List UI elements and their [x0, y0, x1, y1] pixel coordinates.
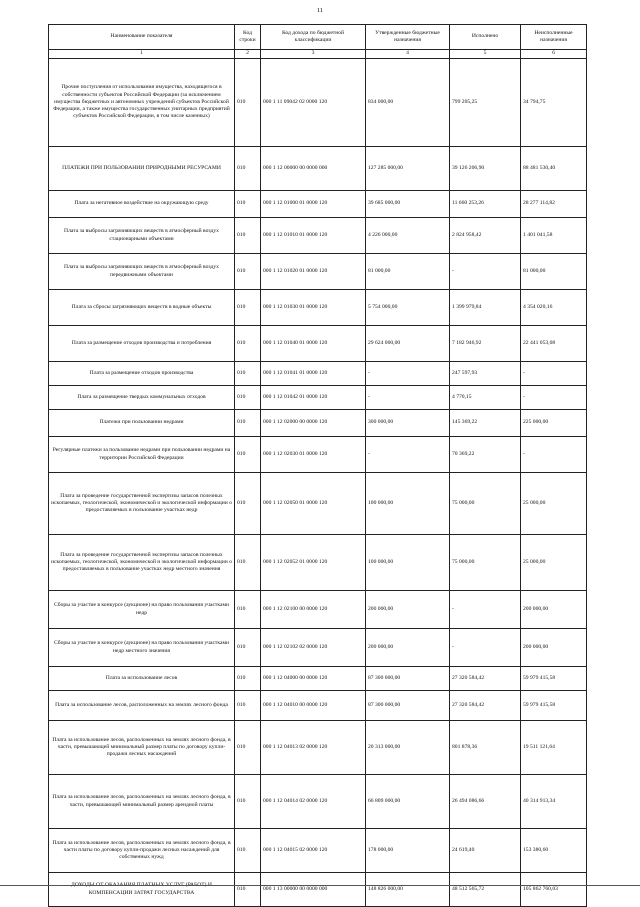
unexecuted-cell: 88 481 530,40 [521, 147, 587, 191]
column-number: 5 [450, 50, 521, 59]
unexecuted-cell: 81 000,00 [521, 254, 587, 290]
executed-cell: 26 494 086,66 [450, 775, 521, 829]
approved-cell: 100 000,00 [366, 473, 450, 535]
column-number: 2 [235, 50, 261, 59]
table-row [49, 147, 587, 191]
header-row [49, 25, 587, 50]
page-bottom-rule [0, 885, 640, 886]
approved-cell: - [366, 437, 450, 473]
income-code-cell: 000 1 12 04014 02 0000 120 [261, 775, 366, 829]
executed-cell: 11 660 253,26 [450, 191, 521, 218]
table-row [49, 721, 587, 775]
indicator-name-cell: Сборы за участие в конкурсе (аукционе) на право пользования участками недр местного значения [49, 629, 235, 667]
line-code-cell: 010 [235, 629, 261, 667]
line-code-cell: 010 [235, 386, 261, 410]
unexecuted-cell: 225 000,00 [521, 410, 587, 437]
unexecuted-cell: 34 794,75 [521, 59, 587, 147]
income-code-cell: 000 1 12 01000 01 0000 120 [261, 191, 366, 218]
income-code-cell: 000 1 12 01041 01 0000 120 [261, 362, 366, 386]
table-row [49, 629, 587, 667]
executed-cell: 247 597,93 [450, 362, 521, 386]
unexecuted-cell: 28 277 114,82 [521, 191, 587, 218]
indicator-name-cell: Плата за сбросы загрязняющих веществ в водные объекты [49, 290, 235, 326]
approved-cell: 87 300 000,00 [366, 667, 450, 691]
unexecuted-cell: - [521, 362, 587, 386]
executed-cell: 75 000,00 [450, 473, 521, 535]
indicator-name-cell: Плата за размещение отходов производства [49, 362, 235, 386]
table-row [49, 254, 587, 290]
indicator-name-cell: ПЛАТЕЖИ ПРИ ПОЛЬЗОВАНИИ ПРИРОДНЫМИ РЕСУРСАМИ [49, 147, 235, 191]
approved-cell: 29 624 000,00 [366, 326, 450, 362]
approved-cell: 178 000,00 [366, 829, 450, 873]
page-number: 11 [316, 7, 324, 14]
income-code-cell: 000 1 12 01030 01 0000 120 [261, 290, 366, 326]
table-row [49, 410, 587, 437]
table-row [49, 535, 587, 591]
indicator-name-cell: Плата за использование лесов, расположенных на землях лесного фонда, в части платы по договору купли-продажи лесных насаждений для собственных нужд [49, 829, 235, 873]
executed-cell: - [450, 591, 521, 629]
line-code-cell: 010 [235, 437, 261, 473]
approved-cell: 300 000,00 [366, 410, 450, 437]
line-code-cell: 010 [235, 362, 261, 386]
indicator-name-cell: ДОХОДЫ ОТ ОКАЗАНИЯ ПЛАТНЫХ УСЛУГ (РАБОТ) И КОМПЕНСАЦИИ ЗАТРАТ ГОСУДАРСТВА [49, 873, 235, 907]
table-row [49, 873, 587, 907]
executed-cell: 24 619,40 [450, 829, 521, 873]
indicator-name-cell: Сборы за участие в конкурсе (аукционе) на право пользования участками недр [49, 591, 235, 629]
income-code-cell: 000 1 12 04010 00 0000 120 [261, 691, 366, 721]
income-code-cell: 000 1 12 04013 02 0000 120 [261, 721, 366, 775]
table-row [49, 591, 587, 629]
column-number: 1 [49, 50, 235, 59]
line-code-cell: 010 [235, 535, 261, 591]
table-row [49, 386, 587, 410]
approved-cell: 5 754 000,00 [366, 290, 450, 326]
executed-cell: - [450, 254, 521, 290]
line-code-cell: 010 [235, 290, 261, 326]
income-code-cell: 000 1 12 02102 02 0000 120 [261, 629, 366, 667]
indicator-name-cell: Плата за выбросы загрязняющих веществ в атмосферный воздух передвижными объектами [49, 254, 235, 290]
income-code-cell: 000 1 12 00000 00 0000 000 [261, 147, 366, 191]
approved-cell: 127 285 000,00 [366, 147, 450, 191]
column-number: 3 [261, 50, 366, 59]
unexecuted-cell: - [521, 386, 587, 410]
line-code-cell: 010 [235, 591, 261, 629]
indicator-name-cell: Плата за размещение отходов производства и потребления [49, 326, 235, 362]
executed-cell: 39 126 206,90 [450, 147, 521, 191]
executed-cell: 75 000,00 [450, 535, 521, 591]
line-code-cell: 010 [235, 59, 261, 147]
unexecuted-cell: 200 000,00 [521, 591, 587, 629]
unexecuted-cell: 153 380,60 [521, 829, 587, 873]
approved-cell: - [366, 362, 450, 386]
header-line-code: Код строки [235, 25, 261, 50]
unexecuted-cell: 59 979 415,58 [521, 691, 587, 721]
approved-cell: 148 826 000,00 [366, 873, 450, 907]
approved-cell: 100 000,00 [366, 535, 450, 591]
indicator-name-cell: Плата за выбросы загрязняющих веществ в атмосферный воздух стационарными объектами [49, 218, 235, 254]
income-code-cell: 000 1 12 01010 01 0000 120 [261, 218, 366, 254]
indicator-name-cell: Плата за размещение твердых коммунальных отходов [49, 386, 235, 410]
income-code-cell: 000 1 12 02052 01 0000 120 [261, 535, 366, 591]
line-code-cell: 010 [235, 254, 261, 290]
approved-cell: 200 000,00 [366, 591, 450, 629]
unexecuted-cell: - [521, 437, 587, 473]
income-code-cell: 000 1 12 01040 01 0000 120 [261, 326, 366, 362]
executed-cell: 801 878,36 [450, 721, 521, 775]
income-code-cell: 000 1 12 02050 01 0000 120 [261, 473, 366, 535]
income-code-cell: 000 1 12 04015 02 0000 120 [261, 829, 366, 873]
indicator-name-cell: Плата за использование лесов, расположенных на землях лесного фонда, в части, превышающей минимальный размер платы по договору купли-продажи лесных насаждений [49, 721, 235, 775]
unexecuted-cell: 22 441 053,08 [521, 326, 587, 362]
header-income-code: Код дохода по бюджетной классификации [261, 25, 366, 50]
line-code-cell: 010 [235, 191, 261, 218]
income-code-cell: 000 1 12 02030 01 0000 120 [261, 437, 366, 473]
executed-cell: 4 770,15 [450, 386, 521, 410]
executed-cell: 2 824 958,42 [450, 218, 521, 254]
unexecuted-cell: 1 401 041,58 [521, 218, 587, 254]
unexecuted-cell: 25 000,00 [521, 535, 587, 591]
line-code-cell: 010 [235, 147, 261, 191]
executed-cell: 145 369,22 [450, 410, 521, 437]
column-number-row [49, 50, 587, 59]
line-code-cell: 010 [235, 873, 261, 907]
executed-cell: 48 512 565,72 [450, 873, 521, 907]
table-row [49, 829, 587, 873]
header-executed: Исполнено [450, 25, 521, 50]
income-code-cell: 000 1 11 09042 02 0000 120 [261, 59, 366, 147]
column-number: 4 [366, 50, 450, 59]
table-row [49, 667, 587, 691]
unexecuted-cell: 4 354 020,16 [521, 290, 587, 326]
table-row [49, 473, 587, 535]
table-row [49, 437, 587, 473]
indicator-name-cell: Платежи при пользовании недрами [49, 410, 235, 437]
line-code-cell: 010 [235, 829, 261, 873]
approved-cell: 87 300 000,00 [366, 691, 450, 721]
unexecuted-cell: 40 314 913,34 [521, 775, 587, 829]
table-row [49, 59, 587, 147]
approved-cell: 66 809 000,00 [366, 775, 450, 829]
table-row [49, 290, 587, 326]
approved-cell: 200 000,00 [366, 629, 450, 667]
executed-cell: 1 399 979,84 [450, 290, 521, 326]
execution-report-table [48, 24, 587, 907]
line-code-cell: 010 [235, 721, 261, 775]
unexecuted-cell: 19 511 121,64 [521, 721, 587, 775]
line-code-cell: 010 [235, 218, 261, 254]
line-code-cell: 010 [235, 326, 261, 362]
executed-cell: 70 369,22 [450, 437, 521, 473]
indicator-name-cell: Плата за проведение государственной экспертизы запасов полезных ископаемых, геологической, экономической и экологической информации о предоставляемых в пользование участках недр [49, 473, 235, 535]
indicator-name-cell: Плата за проведение государственной экспертизы запасов полезных ископаемых, геологической, экономической и экологической информации о предоставляемых в пользование участках недр местного значения [49, 535, 235, 591]
header-unexecuted: Неисполненные назначения [521, 25, 587, 50]
table-row [49, 362, 587, 386]
indicator-name-cell: Регулярные платежи за пользование недрами при пользовании недрами на территории Российской Федерации [49, 437, 235, 473]
line-code-cell: 010 [235, 667, 261, 691]
indicator-name-cell: Плата за использование лесов, расположенных на землях лесного фонда, в части, превышающей минимальный размер арендной платы [49, 775, 235, 829]
line-code-cell: 010 [235, 473, 261, 535]
executed-cell: 27 320 584,42 [450, 691, 521, 721]
unexecuted-cell: 105 862 760,03 [521, 873, 587, 907]
income-code-cell: 000 1 12 01020 01 0000 120 [261, 254, 366, 290]
indicator-name-cell: Прочие поступления от использования имущества, находящегося в собственности субъектов Российской Федерации (за исключением имущества бюджетных и автономных учреждений субъектов Российской Федерации, а также имущества государственных унитарных предприятий субъектов Российской Федерации, в том числе казенных) [49, 59, 235, 147]
approved-cell: 20 313 000,00 [366, 721, 450, 775]
line-code-cell: 010 [235, 691, 261, 721]
line-code-cell: 010 [235, 775, 261, 829]
approved-cell: 39 685 000,00 [366, 191, 450, 218]
indicator-name-cell: Плата за использование лесов [49, 667, 235, 691]
executed-cell: 799 205,25 [450, 59, 521, 147]
table-row [49, 326, 587, 362]
table-row [49, 191, 587, 218]
table-row [49, 218, 587, 254]
approved-cell: - [366, 386, 450, 410]
indicator-name-cell: Плата за использование лесов, расположенных на землях лесного фонда [49, 691, 235, 721]
income-code-cell: 000 1 12 02100 00 0000 120 [261, 591, 366, 629]
income-code-cell: 000 1 12 02000 00 0000 120 [261, 410, 366, 437]
table-row [49, 775, 587, 829]
unexecuted-cell: 59 979 415,58 [521, 667, 587, 691]
approved-cell: 4 226 000,00 [366, 218, 450, 254]
indicator-name-cell: Плата за негативное воздействие на окружающую среду [49, 191, 235, 218]
executed-cell: 27 320 584,42 [450, 667, 521, 691]
approved-cell: 834 000,00 [366, 59, 450, 147]
unexecuted-cell: 200 000,00 [521, 629, 587, 667]
header-approved: Утвержденные бюджетные назначения [366, 25, 450, 50]
header-indicator-name: Наименование показателя [49, 25, 235, 50]
approved-cell: 81 000,00 [366, 254, 450, 290]
table-row [49, 691, 587, 721]
unexecuted-cell: 25 000,00 [521, 473, 587, 535]
column-number: 6 [521, 50, 587, 59]
income-code-cell: 000 1 12 01042 01 0000 120 [261, 386, 366, 410]
income-code-cell: 000 1 12 04000 00 0000 120 [261, 667, 366, 691]
executed-cell: - [450, 629, 521, 667]
line-code-cell: 010 [235, 410, 261, 437]
executed-cell: 7 182 946,92 [450, 326, 521, 362]
income-code-cell: 000 1 13 00000 00 0000 000 [261, 873, 366, 907]
